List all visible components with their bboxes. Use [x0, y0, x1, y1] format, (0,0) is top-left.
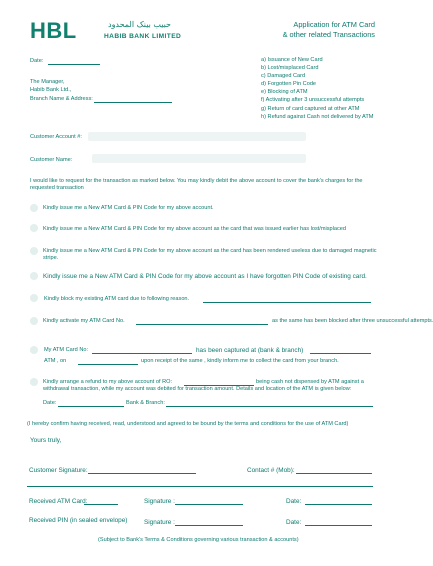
option-a-text: Kindly issue me a New ATM Card & PIN Code for my above account. — [43, 205, 214, 211]
option-g-card-field[interactable] — [92, 353, 192, 354]
intro-text: I would like to request for the transaction as marked below. You may kindly debit the above account to cover the bank's charges for the requested transaction — [30, 178, 363, 191]
option-g-text-2: has been captured at (bank & branch) — [196, 347, 304, 354]
title-line-1: Application for ATM Card — [293, 20, 375, 29]
customer-signature-field[interactable] — [88, 473, 196, 474]
reason-d: d) Forgotten Pin Code — [261, 81, 317, 88]
option-h-date-label: Date: — [43, 400, 57, 406]
received-pin-date-label: Date: — [286, 519, 302, 526]
option-f-text-2: as the same has been blocked after three unsuccessful attempts. — [272, 318, 433, 324]
option-h-text-1: Kindly arrange a refund to my above account of RO: — [43, 379, 173, 385]
option-b-text: Kindly issue me a New ATM Card & PIN Code for my above account as the card that was issued earlier has lost/misplaced — [43, 226, 347, 232]
option-f-checkbox[interactable] — [30, 317, 38, 325]
option-f-card-field[interactable] — [136, 324, 268, 325]
option-a-checkbox[interactable] — [30, 204, 38, 212]
agreement-text: (I hereby confirm having received, read, understood and agreed to be bound by the terms and conditions for the use of ATM Card) — [27, 421, 349, 427]
received-pin-signature-field[interactable] — [175, 525, 243, 526]
option-h-bank-field[interactable] — [166, 406, 373, 407]
branch-field[interactable] — [94, 102, 172, 103]
reason-c: c) Damaged Card — [261, 73, 306, 80]
bank-text: Habib Bank Ltd., — [30, 87, 72, 93]
option-h-text-2: being cash not dispensed by ATM against a withdrawal transaction, while my account was debited for transaction amount. Details and location of the ATM is given below: — [43, 379, 364, 392]
manager-text: The Manager, — [30, 79, 65, 85]
option-h-date-field[interactable] — [58, 406, 124, 407]
customer-signature-label: Customer Signature: — [29, 467, 88, 474]
option-d-text: Kindly issue me a New ATM Card & PIN Code for my above account as I have forgotten PIN Code of existing card. — [43, 273, 367, 280]
option-c-checkbox[interactable] — [30, 247, 38, 255]
name-field[interactable] — [92, 154, 306, 163]
date-field[interactable] — [48, 64, 100, 65]
option-g-checkbox[interactable] — [30, 346, 38, 354]
received-card-date-label: Date: — [286, 498, 302, 505]
logo-urdu-text: حبیب بینک المحدود — [108, 20, 172, 29]
option-g-bank-field[interactable] — [310, 353, 371, 354]
date-label: Date: — [30, 58, 44, 64]
received-card-date-field[interactable] — [305, 504, 372, 505]
option-f-text-1: Kindly activate my ATM Card No. — [43, 318, 125, 324]
received-pin-signature-label: Signature : — [144, 519, 175, 526]
name-label: Customer Name: — [30, 157, 73, 163]
option-h-checkbox[interactable] — [30, 378, 38, 386]
option-g-text-3: ATM , on — [44, 358, 67, 364]
contact-field[interactable] — [296, 473, 372, 474]
received-card-signature-field[interactable] — [175, 504, 243, 505]
section-divider — [27, 486, 373, 487]
reason-a: a) Issuance of New Card — [261, 57, 323, 63]
option-d-checkbox[interactable] — [30, 272, 38, 280]
reason-g: g) Return of card captured at other ATM — [261, 105, 360, 112]
contact-label: Contact # (Mob): — [247, 467, 295, 474]
closing-text: Yours truly, — [30, 437, 62, 444]
received-card-field[interactable] — [84, 504, 118, 505]
reason-list — [261, 56, 373, 121]
footer-text: (Subject to Bank's Terms & Conditions governing various transaction & accounts) — [98, 537, 299, 543]
option-g-text-4: upon receipt of the same , kindly inform me to collect the card from your branch. — [141, 358, 339, 364]
account-label: Customer Account #: — [30, 134, 82, 140]
reason-e: e) Blocking of ATM — [261, 89, 308, 96]
option-g-date-field[interactable] — [78, 364, 138, 365]
logo-mark: HBL — [30, 18, 77, 43]
option-g-text-1: My ATM Card No: — [44, 347, 89, 353]
option-b-checkbox[interactable] — [30, 224, 38, 232]
option-h-bank-label: Bank & Branch: — [126, 400, 165, 406]
option-e-text: Kindly block my existing ATM card due to following reason. — [44, 296, 190, 302]
bank-logo — [30, 20, 77, 42]
title-line-2: & other related Transactions — [282, 29, 375, 39]
account-field[interactable] — [88, 132, 306, 141]
received-pin-date-field[interactable] — [305, 525, 372, 526]
logo-bank-name: HABIB BANK LIMITED — [104, 33, 182, 40]
reason-h: h) Refund against Cash not delivered by ATM — [261, 113, 374, 120]
option-e-checkbox[interactable] — [30, 294, 38, 302]
received-card-label: Received ATM Card: — [29, 498, 88, 505]
branch-label: Branch Name & Address: — [30, 96, 93, 102]
reason-b: b) Lost/misplaced Card — [261, 65, 319, 72]
option-e-reason-field[interactable] — [203, 302, 371, 303]
received-pin-label: Received PIN (in sealed envelope) — [29, 517, 128, 524]
option-c-text: Kindly issue me a New ATM Card & PIN Code for my above account as the card has been rendered useless due to damaged magnetic stripe. — [43, 248, 377, 261]
reason-f: f) Activating after 3 unsuccessful attempts — [261, 97, 365, 104]
received-card-signature-label: Signature : — [144, 498, 175, 505]
form-title — [283, 20, 375, 39]
